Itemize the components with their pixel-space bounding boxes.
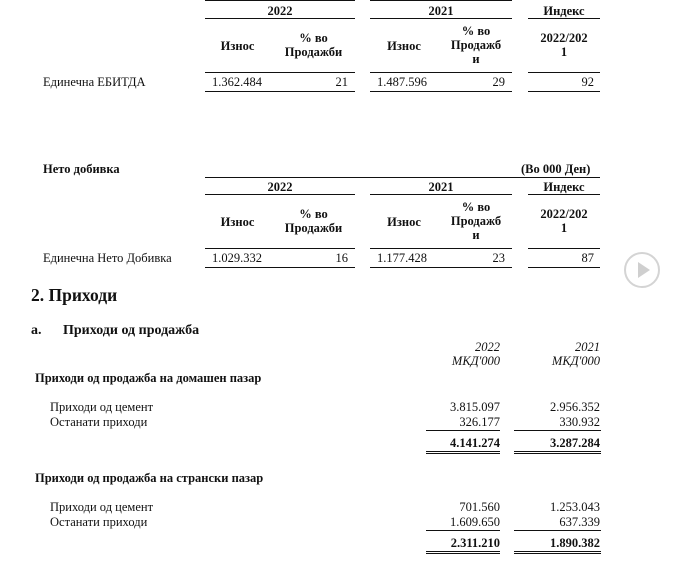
net-profit-unit: (Во 000 Ден) bbox=[521, 162, 591, 176]
net-row-label: Единечна Нето Добивка bbox=[43, 251, 172, 265]
header-line: % во bbox=[461, 200, 491, 214]
net-amount-2021: 1.177.428 bbox=[377, 251, 427, 265]
play-button[interactable] bbox=[624, 252, 660, 288]
header-line: Продажби bbox=[284, 45, 343, 59]
domestic-total-2022: 4.141.274 bbox=[450, 436, 500, 450]
net-year-2022: 2022 bbox=[267, 180, 293, 194]
col-2021-year: 2021 bbox=[575, 340, 600, 354]
domestic-row-2021: 330.932 bbox=[559, 415, 600, 429]
domestic-row-2022: 326.177 bbox=[459, 415, 500, 429]
ebitda-year-2022: 2022 bbox=[267, 4, 293, 18]
ebitda-amount-2022: 1.362.484 bbox=[212, 75, 262, 89]
net-index-ratio-header bbox=[528, 207, 600, 235]
domestic-row-label: Приходи од цемент bbox=[50, 400, 154, 414]
net-amount-2022-header: Износ bbox=[220, 215, 255, 229]
foreign-row-2022: 1.609.650 bbox=[450, 515, 500, 529]
net-index-header: Индекс bbox=[543, 180, 585, 194]
ebitda-pct-2021: 29 bbox=[492, 75, 505, 89]
foreign-row-label: Приходи од цемент bbox=[50, 500, 154, 514]
foreign-row-2022: 701.560 bbox=[459, 500, 500, 514]
net-year-2021: 2021 bbox=[428, 180, 454, 194]
foreign-total-2021: 1.890.382 bbox=[550, 536, 600, 550]
header-line: 1 bbox=[560, 221, 568, 235]
section-heading: 2. Приходи bbox=[31, 285, 118, 305]
domestic-title: Приходи од продажба на домашен пазар bbox=[35, 371, 262, 385]
header-line: Продажб bbox=[450, 38, 502, 52]
ebitda-pct-2022: 21 bbox=[335, 75, 348, 89]
col-2022-unit: МКД'000 bbox=[451, 354, 500, 368]
col-2022-year: 2022 bbox=[475, 340, 500, 354]
net-pct-2022-header bbox=[272, 207, 355, 235]
ebitda-amount-2022-header: Износ bbox=[220, 39, 255, 53]
ebitda-row-label: Единечна ЕБИТДА bbox=[43, 75, 146, 89]
net-amount-2021-header: Износ bbox=[387, 215, 421, 229]
subsection-marker: a. bbox=[31, 323, 42, 338]
ebitda-index-header: Индекс bbox=[543, 4, 585, 18]
domestic-row-2021: 2.956.352 bbox=[550, 400, 600, 414]
foreign-title: Приходи од продажба на странски пазар bbox=[35, 471, 264, 485]
domestic-total-2021: 3.287.284 bbox=[550, 436, 600, 450]
header-line: Продажб bbox=[450, 214, 502, 228]
net-pct-2021: 23 bbox=[492, 251, 505, 265]
ebitda-amount-2021-header: Износ bbox=[387, 39, 421, 53]
ebitda-amount-2021: 1.487.596 bbox=[377, 75, 427, 89]
domestic-row-label: Останати приходи bbox=[50, 415, 148, 429]
foreign-row-label: Останати приходи bbox=[50, 515, 148, 529]
ebitda-pct-2021-header bbox=[440, 24, 512, 66]
net-pct-2021-header bbox=[440, 200, 512, 242]
net-amount-2022: 1.029.332 bbox=[212, 251, 262, 265]
ebitda-pct-2022-header bbox=[272, 31, 355, 59]
header-line: Продажби bbox=[284, 221, 343, 235]
header-line: и bbox=[472, 228, 480, 242]
ebitda-index-ratio-header bbox=[528, 31, 600, 59]
header-line: % во bbox=[299, 31, 328, 45]
col-2021-unit: МКД'000 bbox=[551, 354, 600, 368]
header-line: и bbox=[472, 52, 480, 66]
subsection-heading: Приходи од продажба bbox=[63, 323, 200, 338]
header-line: 1 bbox=[560, 45, 568, 59]
net-index: 87 bbox=[581, 251, 594, 265]
header-line: % во bbox=[461, 24, 491, 38]
ebitda-year-2021: 2021 bbox=[428, 4, 454, 18]
header-line: % во bbox=[299, 207, 328, 221]
ebitda-index: 92 bbox=[581, 75, 594, 89]
play-icon bbox=[638, 262, 650, 278]
header-line: 2022/202 bbox=[540, 207, 588, 221]
net-profit-title: Нето добивка bbox=[43, 162, 120, 176]
foreign-row-2021: 1.253.043 bbox=[550, 500, 600, 514]
domestic-row-2022: 3.815.097 bbox=[450, 400, 500, 414]
net-pct-2022: 16 bbox=[335, 251, 348, 265]
foreign-total-2022: 2.311.210 bbox=[450, 536, 500, 550]
foreign-row-2021: 637.339 bbox=[559, 515, 600, 529]
header-line: 2022/202 bbox=[540, 31, 588, 45]
